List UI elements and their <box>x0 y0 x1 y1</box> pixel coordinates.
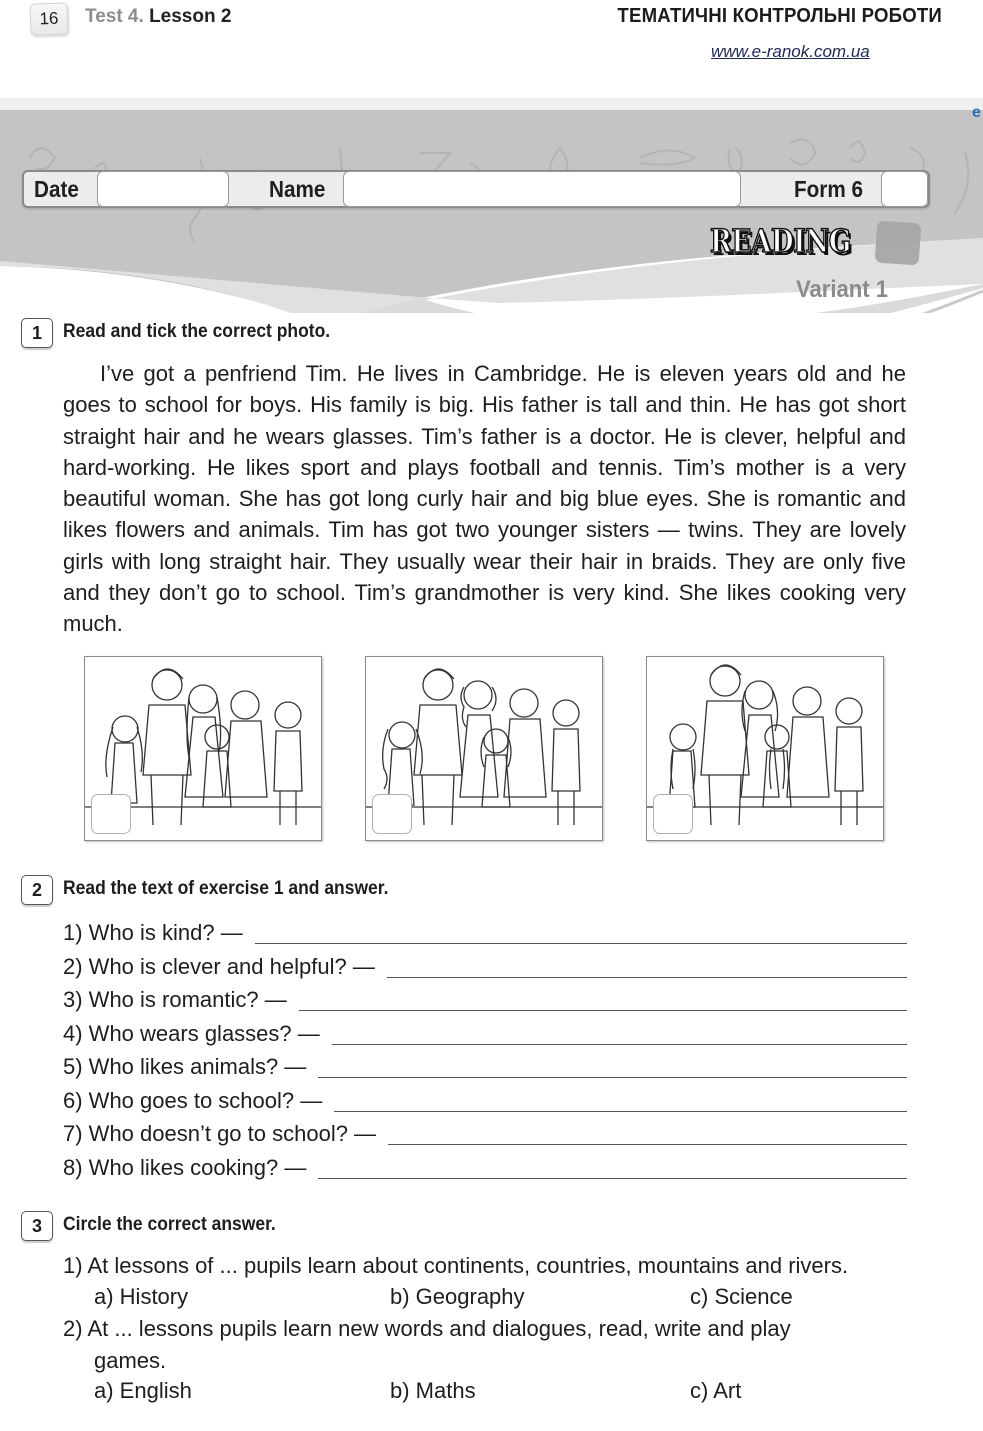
option-2b[interactable]: b) Maths <box>390 1378 476 1403</box>
option-2c[interactable]: c) Art <box>690 1378 742 1403</box>
question-row <box>63 1151 907 1181</box>
series-title: ТЕМАТИЧНІ КОНТРОЛЬНІ РОБОТИ <box>617 5 942 27</box>
variant-label: Variant 1 <box>796 276 889 303</box>
exercise-2-number: 2 <box>21 875 53 905</box>
answer-line[interactable] <box>387 977 907 978</box>
question-row <box>63 1084 907 1114</box>
date-label: Date <box>34 176 79 202</box>
question-row <box>63 983 907 1013</box>
answer-line[interactable] <box>318 1077 907 1078</box>
lesson-label: Lesson 2 <box>149 6 232 27</box>
form-label: Form 6 <box>794 176 864 202</box>
running-head <box>85 6 231 28</box>
question-row <box>63 916 907 946</box>
photo-option-3[interactable] <box>646 656 884 841</box>
answer-line[interactable] <box>299 1010 907 1011</box>
exercise-3-instruction: Circle the correct answer. <box>63 1214 276 1235</box>
question-row <box>63 950 907 980</box>
website-link[interactable]: www.e-ranok.com.ua <box>711 42 870 61</box>
question-text: 4) Who wears glasses? — <box>63 1021 320 1046</box>
banner-top-strip <box>0 98 983 110</box>
score-box <box>875 221 922 266</box>
answer-line[interactable] <box>334 1111 907 1112</box>
photo-2-tick-box[interactable] <box>372 794 412 834</box>
question-text: 8) Who likes cooking? — <box>63 1155 307 1180</box>
form-field[interactable] <box>881 171 928 207</box>
answer-line[interactable] <box>318 1178 907 1179</box>
answer-line[interactable] <box>255 943 907 944</box>
exercise-3-number: 3 <box>21 1211 53 1241</box>
option-2a[interactable]: a) English <box>94 1378 192 1403</box>
section-title: READING <box>710 222 851 260</box>
corner-logo-fragment: e <box>972 104 981 121</box>
student-info-bar <box>22 170 930 208</box>
date-field[interactable] <box>97 171 229 207</box>
answer-line[interactable] <box>388 1144 907 1145</box>
reading-passage-text: I’ve got a penfriend Tim. He lives in Cambridge. He is eleven years old and he goes to school for boys. His family is big. His father is tall and thin. He has got short straight hair and he wears glasses. Tim’s father is a doctor. He is clever, helpful and hard-working. He likes sport and plays football and tennis. Tim’s mother is a very beautiful woman. She has got long curly hair and big blue eyes. She is romantic and likes flowers and animals. Tim has got two younger sisters — twins. They are lovely girls with long straight hair. They usually wear their hair in braids. They are only five and they don’t go to school. Tim’s grandmother is very kind. She likes cooking very much. <box>63 361 906 637</box>
question-row <box>63 1117 907 1147</box>
page-number: 16 <box>29 2 68 35</box>
option-1a[interactable]: a) History <box>94 1284 189 1309</box>
test-label: Test 4. <box>85 6 144 27</box>
question-text: 1) Who is kind? — <box>63 920 243 945</box>
option-1b[interactable]: b) Geography <box>390 1284 525 1309</box>
exercise-2-instruction: Read the text of exercise 1 and answer. <box>63 878 389 899</box>
photo-option-2[interactable] <box>365 656 603 841</box>
mc-question-2-continued: games. <box>94 1348 167 1373</box>
question-text: 5) Who likes animals? — <box>63 1054 307 1079</box>
mc-question-1: 1) At lessons of ... pupils learn about continents, countries, mountains and rivers. <box>63 1253 849 1278</box>
name-label: Name <box>269 176 326 202</box>
photo-option-1[interactable] <box>84 656 322 841</box>
exercise-1-instruction: Read and tick the correct photo. <box>63 321 331 342</box>
mc-question-2: 2) At ... lessons pupils learn new words and dialogues, read, write and play <box>63 1316 791 1341</box>
photo-1-tick-box[interactable] <box>91 794 131 834</box>
name-field[interactable] <box>343 171 741 207</box>
question-text: 7) Who doesn’t go to school? — <box>63 1121 377 1146</box>
option-1c[interactable]: c) Science <box>690 1284 793 1309</box>
exercise-1-number: 1 <box>21 318 53 348</box>
photo-3-tick-box[interactable] <box>653 794 693 834</box>
question-row <box>63 1050 907 1080</box>
question-text: 6) Who goes to school? — <box>63 1088 323 1113</box>
question-row <box>63 1017 907 1047</box>
question-text: 3) Who is romantic? — <box>63 987 287 1012</box>
question-text: 2) Who is clever and helpful? — <box>63 954 375 979</box>
answer-line[interactable] <box>332 1044 907 1045</box>
reading-passage <box>63 358 906 640</box>
